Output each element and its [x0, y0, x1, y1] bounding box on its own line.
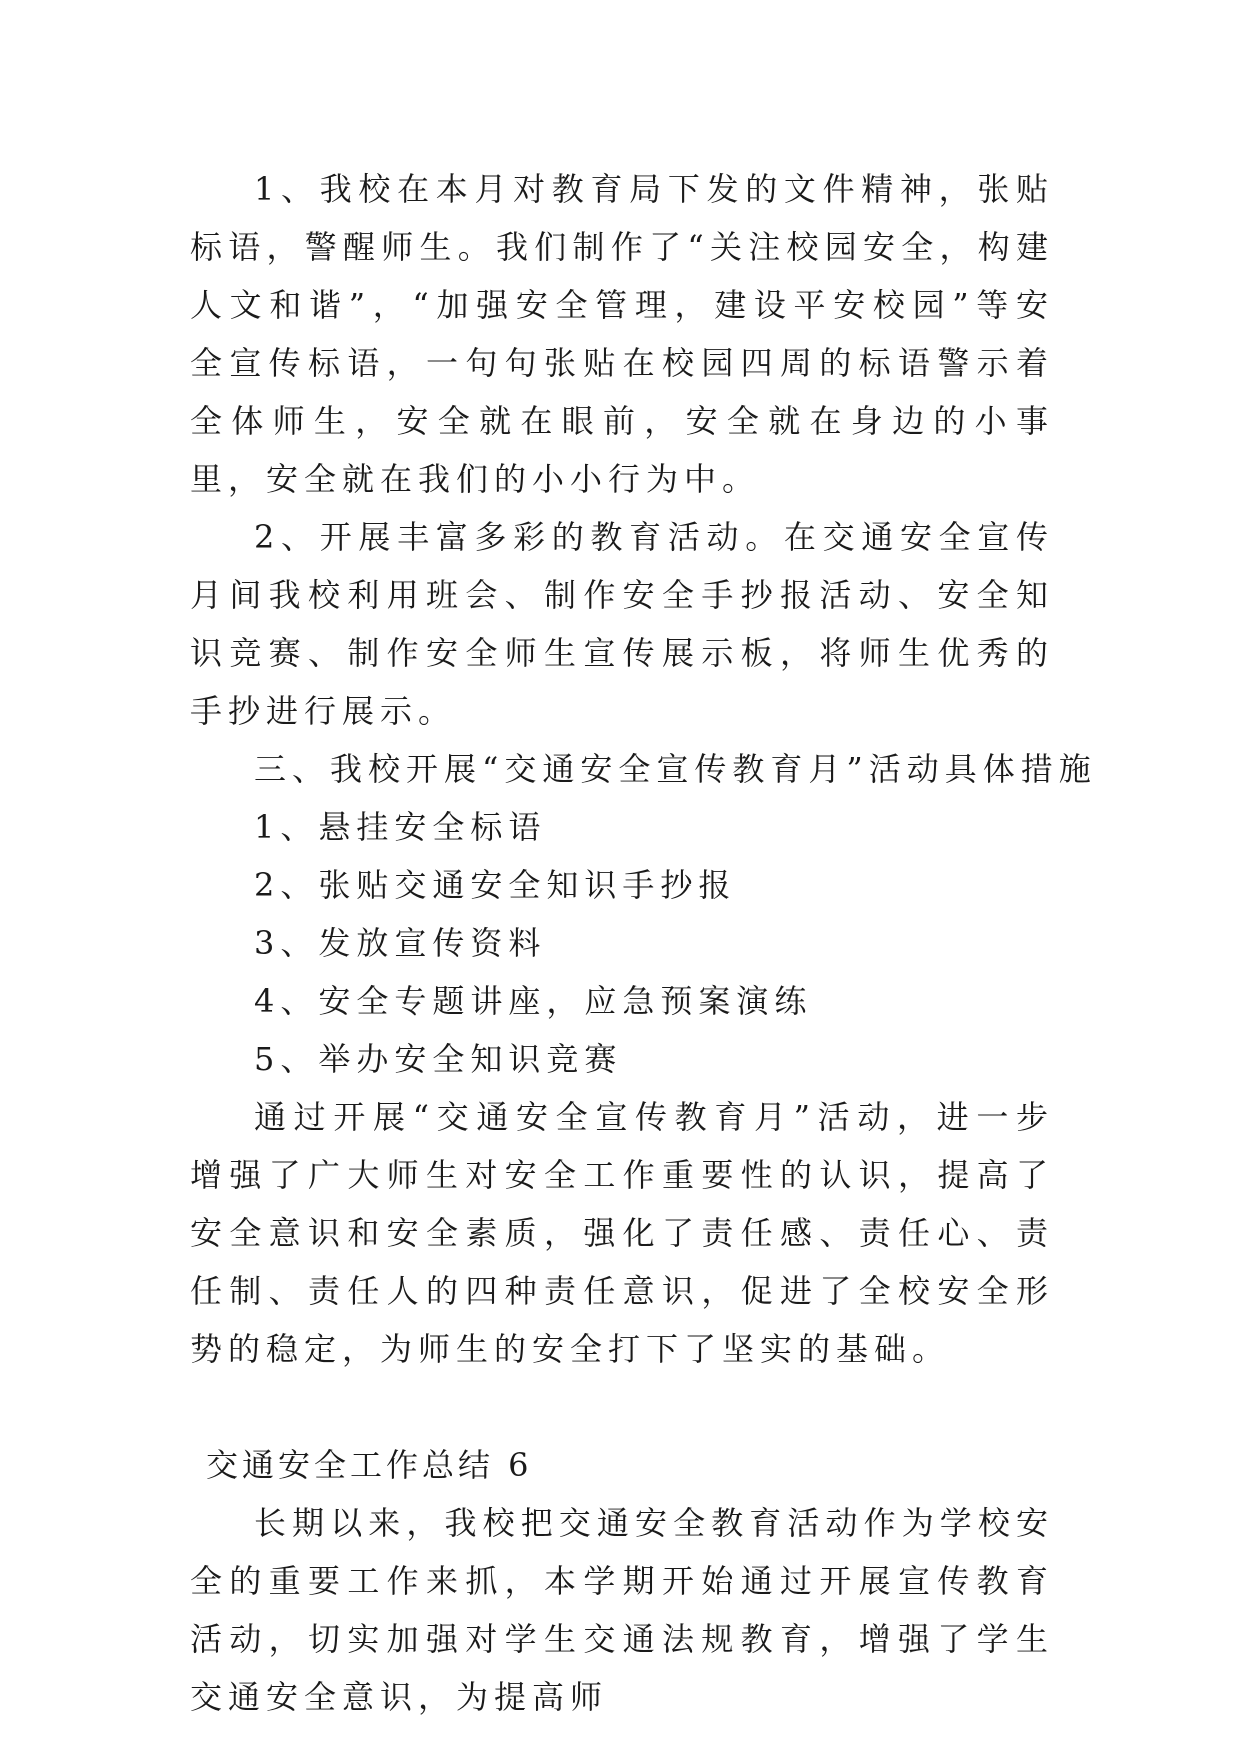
section-heading-measures: 三、我校开展“交通安全宣传教育月”活动具体措施	[254, 750, 1097, 788]
list-item: 5、举办安全知识竞赛	[254, 1040, 623, 1078]
paragraph-slogans: 1、我校在本月对教育局下发的文件精神，张贴标语，警醒师生。我们制作了“关注校园安全，构建人文和谐”，“加强安全管理，建设平安校园”等安全宣传标语，一句句张贴在校园四周的标语警示着全体师生，安全就在眼前，安全就在身边的小事里，安全就在我们的小小行为中。	[190, 170, 1054, 498]
list-item: 2、张贴交通安全知识手抄报	[254, 866, 737, 904]
document-page	[190, 160, 1097, 1726]
article-title: 交通安全工作总结 6	[206, 1446, 533, 1484]
list-item: 4、安全专题讲座，应急预案演练	[254, 982, 813, 1020]
paragraph-article6-intro: 长期以来，我校把交通安全教育活动作为学校安全的重要工作来抓，本学期开始通过开展宣传教育活动，切实加强对学生交通法规教育，增强了学生交通安全意识，为提高师	[190, 1504, 1054, 1716]
section-spacer	[190, 1378, 1054, 1436]
paragraph-conclusion: 通过开展“交通安全宣传教育月”活动，进一步增强了广大师生对安全工作重要性的认识，提高了安全意识和安全素质，强化了责任感、责任心、责任制、责任人的四种责任意识，促进了全校安全形势的稳定，为师生的安全打下了坚实的基础。	[190, 1098, 1054, 1368]
list-item: 3、发放宣传资料	[254, 924, 547, 962]
paragraph-activities: 2、开展丰富多彩的教育活动。在交通安全宣传月间我校利用班会、制作安全手抄报活动、安全知识竞赛、制作安全师生宣传展示板，将师生优秀的手抄进行展示。	[190, 518, 1054, 730]
list-item: 1、悬挂安全标语	[254, 808, 547, 846]
